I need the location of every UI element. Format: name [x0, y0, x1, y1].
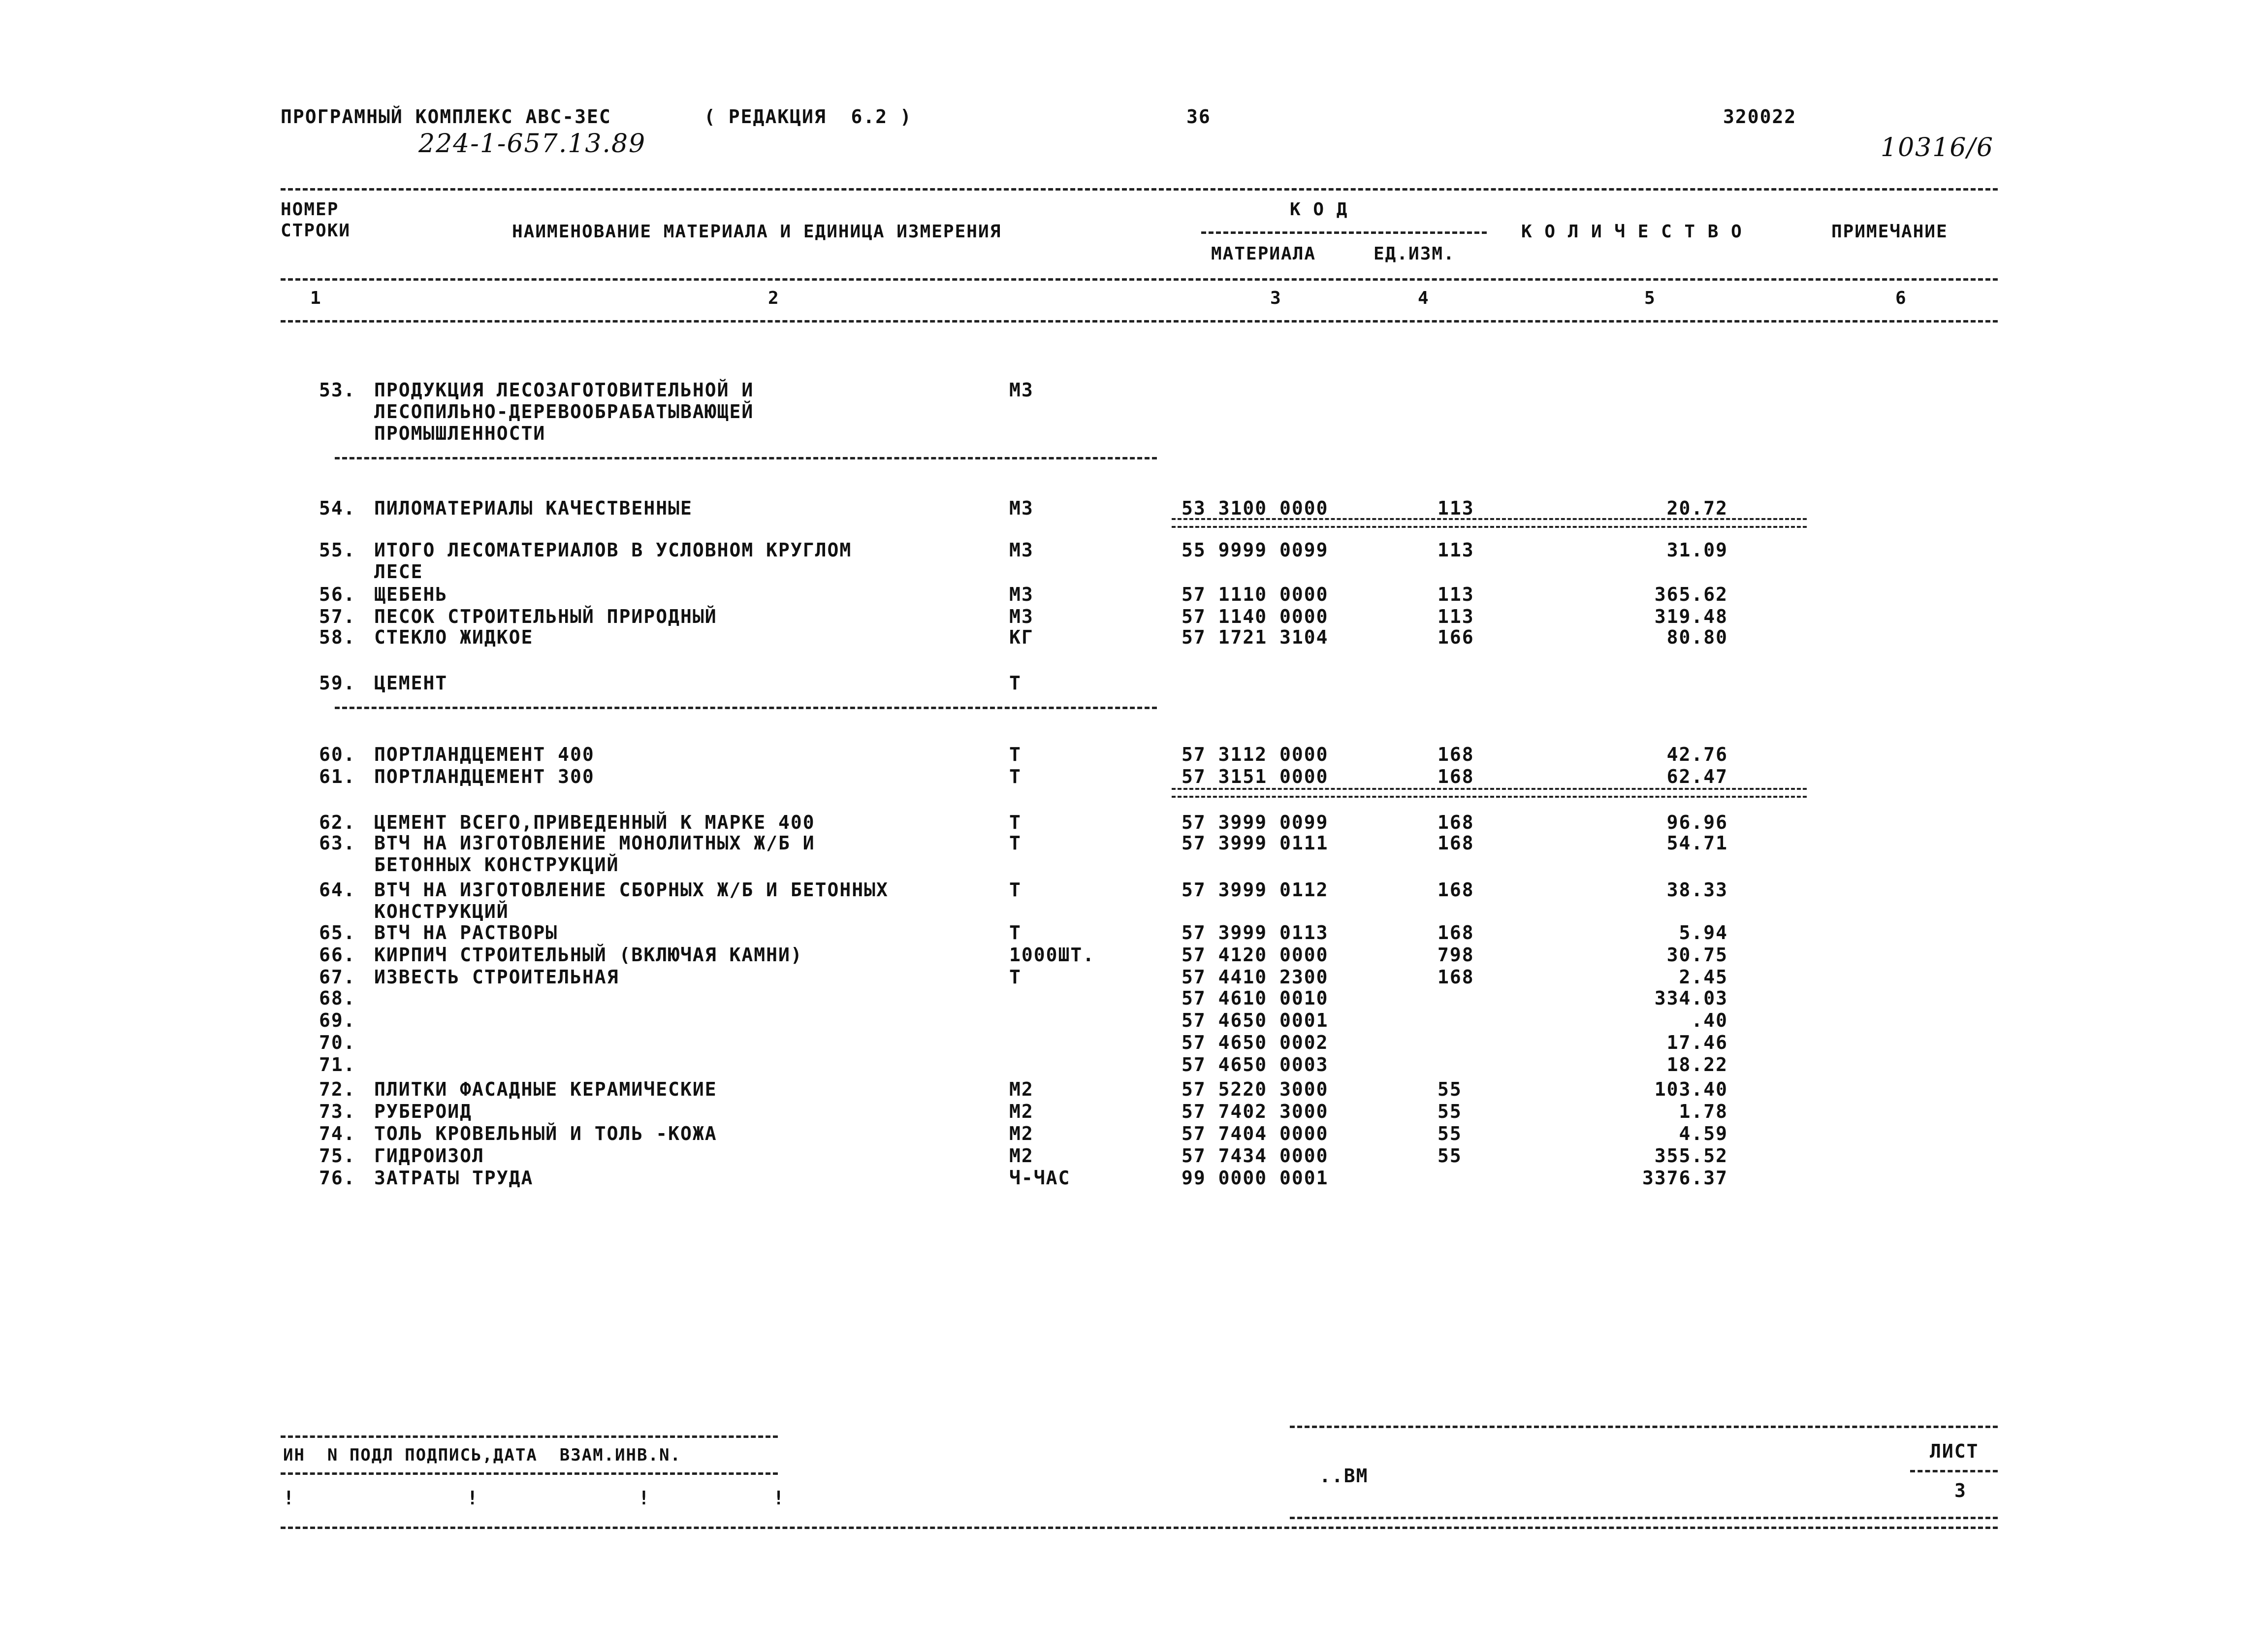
row-name: РУБЕРОИД [374, 1101, 473, 1122]
row-number: 62. [319, 812, 356, 833]
row-quantity: 17.46 [1666, 1032, 1728, 1053]
row-material-code: 57 1721 3104 [1182, 626, 1329, 648]
row-number: 56. [319, 584, 356, 605]
column-index-3: 3 [1270, 288, 1282, 308]
row-material-code: 57 1140 0000 [1182, 606, 1329, 627]
row-number: 57. [319, 606, 356, 627]
row-number: 61. [319, 766, 356, 787]
row-name: ИТОГО ЛЕСОМАТЕРИАЛОВ В УСЛОВНОМ КРУГЛОМ [374, 539, 852, 561]
row-unit: Т [1009, 832, 1022, 854]
column-index-5: 5 [1644, 288, 1656, 308]
row-material-code: 57 4650 0002 [1182, 1032, 1329, 1053]
row-material-code: 57 3999 0111 [1182, 832, 1329, 854]
row-unit: М2 [1009, 1123, 1034, 1144]
row-quantity: 30.75 [1666, 944, 1728, 966]
row-name: КИРПИЧ СТРОИТЕЛЬНЫЙ (ВКЛЮЧАЯ КАМНИ) [374, 944, 803, 966]
row-material-code: 57 7404 0000 [1182, 1123, 1329, 1144]
header-rule-mid [281, 278, 1998, 281]
stamp-cells: ! ! ! ! [283, 1487, 785, 1509]
row-number: 72. [319, 1078, 356, 1100]
column-row-number-line1: НОМЕР [281, 199, 339, 220]
row-quantity: 38.33 [1666, 879, 1728, 901]
row-number: 58. [319, 626, 356, 648]
row-number: 68. [319, 987, 356, 1009]
row-name: ЛЕСОПИЛЬНО-ДЕРЕВООБРАБАТЫВАЮЩЕЙ [374, 401, 754, 423]
row-unit: М3 [1009, 584, 1034, 605]
row-number: 69. [319, 1009, 356, 1031]
stamp-rule [281, 1435, 778, 1438]
row-unit: Т [1009, 744, 1022, 765]
row-unit-code: 55 [1437, 1078, 1462, 1100]
column-note-header: ПРИМЕЧАНИЕ [1831, 222, 1948, 242]
row-unit: Т [1009, 812, 1022, 833]
row-name: ЦЕМЕНТ ВСЕГО,ПРИВЕДЕННЫЙ К МАРКЕ 400 [374, 812, 815, 833]
row-material-code: 57 4650 0003 [1182, 1054, 1329, 1075]
row-unit-code: 113 [1437, 539, 1474, 561]
handwritten-project-number: 224-1-657.13.89 [418, 129, 646, 159]
row-material-code: 57 4120 0000 [1182, 944, 1329, 966]
total-separator [1172, 788, 1807, 798]
row-quantity: 5.94 [1679, 922, 1728, 944]
row-material-code: 57 7402 3000 [1182, 1101, 1329, 1122]
stamp-rule [281, 1527, 1998, 1529]
row-quantity: 96.96 [1666, 812, 1728, 833]
row-number: 55. [319, 539, 356, 561]
row-name: СТЕКЛО ЖИДКОЕ [374, 626, 534, 648]
row-number: 67. [319, 966, 356, 988]
row-quantity: 20.72 [1666, 497, 1728, 519]
row-unit: Т [1009, 672, 1022, 694]
row-unit-code: 168 [1437, 832, 1474, 854]
stamp-rule [1290, 1426, 1998, 1428]
row-name: ВТЧ НА ИЗГОТОВЛЕНИЕ СБОРНЫХ Ж/Б И БЕТОННЫХ [374, 879, 889, 901]
row-number: 74. [319, 1123, 356, 1144]
row-name: ВТЧ НА РАСТВОРЫ [374, 922, 558, 944]
row-quantity: 355.52 [1654, 1145, 1728, 1167]
row-unit: 1000ШТ. [1009, 944, 1095, 966]
row-name: ВТЧ НА ИЗГОТОВЛЕНИЕ МОНОЛИТНЫХ Ж/Б И [374, 832, 815, 854]
column-material-header: МАТЕРИАЛА [1211, 244, 1316, 264]
row-name: ТОЛЬ КРОВЕЛЬНЫЙ И ТОЛЬ -КОЖА [374, 1123, 717, 1144]
sheet-number: 3 [1954, 1480, 1967, 1501]
row-unit-code: 113 [1437, 584, 1474, 605]
edition-label: ( РЕДАКЦИЯ 6.2 ) [704, 106, 912, 128]
row-name: ПИЛОМАТЕРИАЛЫ КАЧЕСТВЕННЫЕ [374, 497, 693, 519]
row-quantity: 3376.37 [1642, 1167, 1728, 1189]
row-unit: М3 [1009, 539, 1034, 561]
row-unit: Т [1009, 766, 1022, 787]
page-number: 36 [1186, 106, 1211, 128]
row-quantity: 31.09 [1666, 539, 1728, 561]
column-index-6: 6 [1895, 288, 1907, 308]
code-header-divider [1201, 231, 1487, 234]
row-unit: М2 [1009, 1078, 1034, 1100]
group-separator [335, 707, 1157, 709]
row-number: 59. [319, 672, 356, 694]
row-unit: М2 [1009, 1145, 1034, 1167]
row-unit: М3 [1009, 497, 1034, 519]
row-unit-code: 166 [1437, 626, 1474, 648]
column-code-header: К О Д [1290, 199, 1348, 220]
row-number: 76. [319, 1167, 356, 1189]
row-material-code: 57 3999 0099 [1182, 812, 1329, 833]
row-material-code: 57 1110 0000 [1182, 584, 1329, 605]
row-number: 75. [319, 1145, 356, 1167]
row-unit-code: 168 [1437, 879, 1474, 901]
column-index-4: 4 [1418, 288, 1430, 308]
row-name: КОНСТРУКЦИЙ [374, 901, 509, 922]
total-separator [1172, 518, 1807, 528]
row-unit: Т [1009, 922, 1022, 944]
row-name: ПОРТЛАНДЦЕМЕНТ 300 [374, 766, 595, 787]
row-number: 60. [319, 744, 356, 765]
row-unit-code: 113 [1437, 606, 1474, 627]
column-row-number-line2: СТРОКИ [281, 221, 351, 241]
column-name-header: НАИМЕНОВАНИЕ МАТЕРИАЛА И ЕДИНИЦА ИЗМЕРЕНИЯ [512, 222, 1002, 242]
row-name: ЦЕМЕНТ [374, 672, 448, 694]
row-material-code: 57 3999 0113 [1182, 922, 1329, 944]
row-number: 70. [319, 1032, 356, 1053]
row-quantity: 18.22 [1666, 1054, 1728, 1075]
row-number: 63. [319, 832, 356, 854]
header-rule-top [281, 188, 1998, 191]
document-code: 320022 [1723, 106, 1797, 128]
row-number: 53. [319, 379, 356, 401]
row-unit: М3 [1009, 606, 1034, 627]
row-name: ПРОДУКЦИЯ ЛЕСОЗАГОТОВИТЕЛЬНОЙ И [374, 379, 754, 401]
row-material-code: 99 0000 0001 [1182, 1167, 1329, 1189]
row-name: ЩЕБЕНЬ [374, 584, 448, 605]
column-index-1: 1 [310, 288, 322, 308]
row-name: ЛЕСЕ [374, 561, 423, 583]
row-unit: Ч-ЧАС [1009, 1167, 1071, 1189]
handwritten-document-number: 10316/6 [1881, 133, 1994, 163]
row-number: 66. [319, 944, 356, 966]
row-quantity: 334.03 [1654, 987, 1728, 1009]
row-unit: Т [1009, 879, 1022, 901]
row-name: ПРОМЫШЛЕННОСТИ [374, 423, 546, 444]
row-name: ИЗВЕСТЬ СТРОИТЕЛЬНАЯ [374, 966, 619, 988]
row-quantity: 103.40 [1654, 1078, 1728, 1100]
row-material-code: 57 3112 0000 [1182, 744, 1329, 765]
row-unit-code: 168 [1437, 744, 1474, 765]
row-quantity: 1.78 [1679, 1101, 1728, 1122]
row-material-code: 57 5220 3000 [1182, 1078, 1329, 1100]
row-number: 54. [319, 497, 356, 519]
row-unit: М3 [1009, 379, 1034, 401]
header-rule-bottom [281, 320, 1998, 323]
row-name: ЗАТРАТЫ ТРУДА [374, 1167, 534, 1189]
row-unit-code: 55 [1437, 1101, 1462, 1122]
row-material-code: 53 3100 0000 [1182, 497, 1329, 519]
row-quantity: 365.62 [1654, 584, 1728, 605]
row-quantity: 319.48 [1654, 606, 1728, 627]
row-quantity: .40 [1691, 1009, 1728, 1031]
row-quantity: 2.45 [1679, 966, 1728, 988]
row-name: ПЕСОК СТРОИТЕЛЬНЫЙ ПРИРОДНЫЙ [374, 606, 717, 627]
sheet-label: ЛИСТ [1930, 1440, 1979, 1462]
group-separator [335, 457, 1157, 459]
row-quantity: 4.59 [1679, 1123, 1728, 1144]
row-unit-code: 798 [1437, 944, 1474, 966]
row-number: 71. [319, 1054, 356, 1075]
column-quantity-header: К О Л И Ч Е С Т В О [1521, 222, 1743, 242]
row-number: 73. [319, 1101, 356, 1122]
row-unit-code: 168 [1437, 966, 1474, 988]
row-quantity: 54.71 [1666, 832, 1728, 854]
row-name: ГИДРОИЗОЛ [374, 1145, 484, 1167]
row-name: БЕТОННЫХ КОНСТРУКЦИЙ [374, 854, 619, 876]
row-unit: Т [1009, 966, 1022, 988]
row-name: ПОРТЛАНДЦЕМЕНТ 400 [374, 744, 595, 765]
row-material-code: 57 4410 2300 [1182, 966, 1329, 988]
stamp-rule [281, 1472, 778, 1475]
column-index-2: 2 [768, 288, 780, 308]
row-material-code: 57 3151 0000 [1182, 766, 1329, 787]
row-unit-code: 168 [1437, 812, 1474, 833]
row-unit-code: 55 [1437, 1145, 1462, 1167]
row-name: ПЛИТКИ ФАСАДНЫЕ КЕРАМИЧЕСКИЕ [374, 1078, 717, 1100]
row-quantity: 42.76 [1666, 744, 1728, 765]
row-quantity: 80.80 [1666, 626, 1728, 648]
row-unit-code: 113 [1437, 497, 1474, 519]
row-unit: КГ [1009, 626, 1034, 648]
stamp-rule [1290, 1517, 1998, 1519]
row-unit-code: 168 [1437, 766, 1474, 787]
row-material-code: 57 7434 0000 [1182, 1145, 1329, 1167]
row-unit-code: 55 [1437, 1123, 1462, 1144]
row-number: 65. [319, 922, 356, 944]
row-quantity: 62.47 [1666, 766, 1728, 787]
row-material-code: 57 3999 0112 [1182, 879, 1329, 901]
row-material-code: 57 4610 0010 [1182, 987, 1329, 1009]
column-unit-header: ЕД.ИЗМ. [1374, 244, 1455, 264]
stamp-mid-label: ..ВМ [1319, 1465, 1369, 1487]
row-unit-code: 168 [1437, 922, 1474, 944]
row-unit: М2 [1009, 1101, 1034, 1122]
program-title: ПРОГРАМНЫЙ КОМПЛЕКС АВС-ЗЕС [281, 106, 611, 128]
stamp-left-labels: ИН N ПОДЛ ПОДПИСЬ,ДАТА ВЗАМ.ИНВ.N. [283, 1445, 681, 1465]
row-number: 64. [319, 879, 356, 901]
row-material-code: 55 9999 0099 [1182, 539, 1329, 561]
sheet-rule [1910, 1470, 1998, 1472]
row-material-code: 57 4650 0001 [1182, 1009, 1329, 1031]
